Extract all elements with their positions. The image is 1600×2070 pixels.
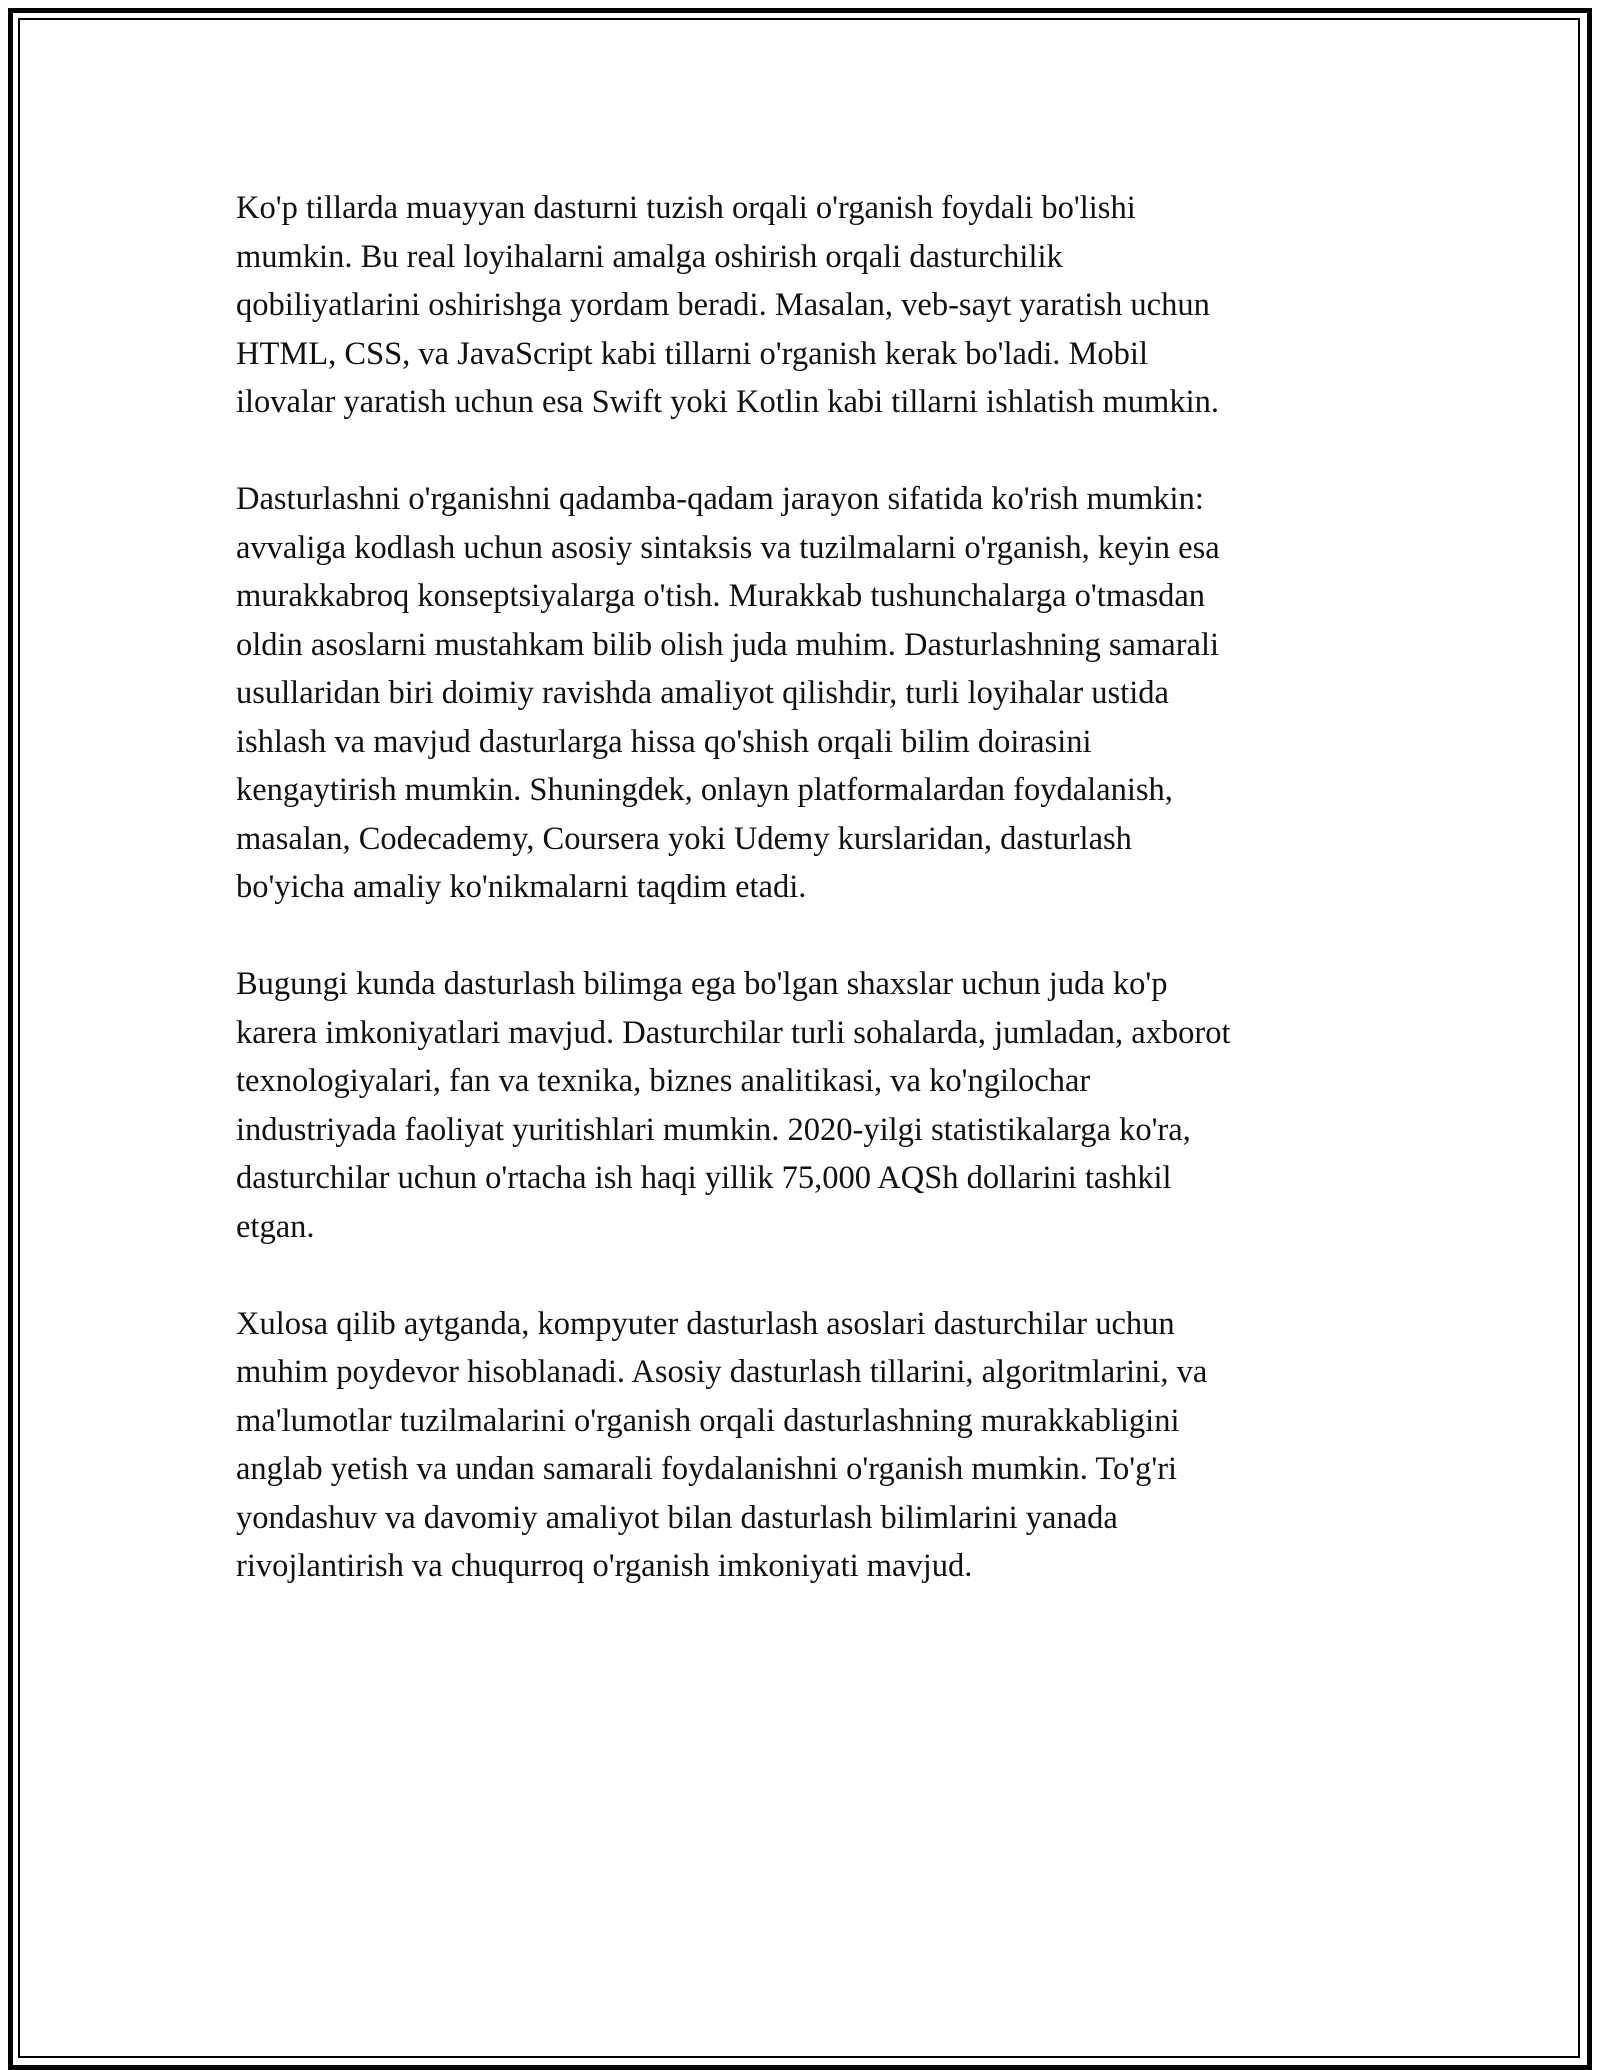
text-line: ma'lumotlar tuzilmalarini o'rganish orqali dasturlashning murakkabligini: [236, 1402, 1180, 1439]
text-line: muhim poydevor hisoblanadi. Asosiy dasturlash tillarini, algoritmlarini, va: [236, 1354, 1208, 1390]
text-line: usullaridan biri doimiy ravishda amaliyot qilishdir, turli loyihalar ustida: [236, 675, 1169, 711]
text-line: oldin asoslarni mustahkam bilib olish juda muhim. Dasturlashning samarali: [236, 626, 1219, 663]
text-line: ishlash va mavjud dasturlarga hissa qo'shish orqali bilim doirasini: [236, 723, 1092, 760]
paragraph-2: [236, 475, 1416, 912]
document-body: [236, 184, 1416, 1639]
text-line: ilovalar yaratish uchun esa Swift yoki Kotlin kabi tillarni ishlatish mumkin.: [236, 384, 1219, 420]
text-line: karera imkoniyatlari mavjud. Dasturchilar turli sohalarda, jumladan, axborot: [236, 1014, 1231, 1051]
text-line: yondashuv va davomiy amaliyot bilan dasturlash bilimlarini yanada: [236, 1499, 1118, 1536]
text-line: Bugungi kunda dasturlash bilimga ega bo'lgan shaxslar uchun juda ko'p: [236, 966, 1168, 1002]
text-line: texnologiyalari, fan va texnika, biznes analitikasi, va ko'ngilochar: [236, 1063, 1091, 1099]
text-line: industriyada faoliyat yuritishlari mumkin. 2020-yilgi statistikalarga ko'ra,: [236, 1111, 1191, 1148]
text-line: anglab yetish va undan samarali foydalanishni o'rganish mumkin. To'g'ri: [236, 1451, 1178, 1487]
text-line: mumkin. Bu real loyihalarni amalga oshirish orqali dasturchilik: [236, 238, 1063, 275]
text-line: bo'yicha amaliy ko'nikmalarni taqdim etadi.: [236, 869, 807, 905]
text-line: dasturchilar uchun o'rtacha ish haqi yillik 75,000 AQSh dollarini tashkil: [236, 1160, 1172, 1196]
text-line: Ko'p tillarda muayyan dasturni tuzish orqali o'rganish foydali bo'lishi: [236, 190, 1136, 226]
text-line: etgan.: [236, 1208, 315, 1245]
paragraph-3: [236, 960, 1416, 1251]
text-line: Dasturlashni o'rganishni qadamba-qadam jarayon sifatida ko'rish mumkin:: [236, 481, 1204, 517]
text-line: avvaliga kodlash uchun asosiy sintaksis va tuzilmalarni o'rganish, keyin esa: [236, 529, 1220, 566]
text-line: qobiliyatlarini oshirishga yordam beradi. Masalan, veb-sayt yaratish uchun: [236, 287, 1210, 323]
text-line: kengaytirish mumkin. Shuningdek, onlayn platformalardan foydalanish,: [236, 772, 1173, 808]
text-line: rivojlantirish va chuqurroq o'rganish imkoniyati mavjud.: [236, 1548, 973, 1584]
text-line: masalan, Codecademy, Coursera yoki Udemy kurslaridan, dasturlash: [236, 820, 1132, 857]
text-line: murakkabroq konseptsiyalarga o'tish. Murakkab tushunchalarga o'tmasdan: [236, 578, 1206, 614]
text-line: HTML, CSS, va JavaScript kabi tillarni o'rganish kerak bo'ladi. Mobil: [236, 335, 1148, 372]
paragraph-4: [236, 1300, 1416, 1591]
paragraph-1: [236, 184, 1416, 427]
text-line: Xulosa qilib aytganda, kompyuter dasturlash asoslari dasturchilar uchun: [236, 1305, 1175, 1342]
